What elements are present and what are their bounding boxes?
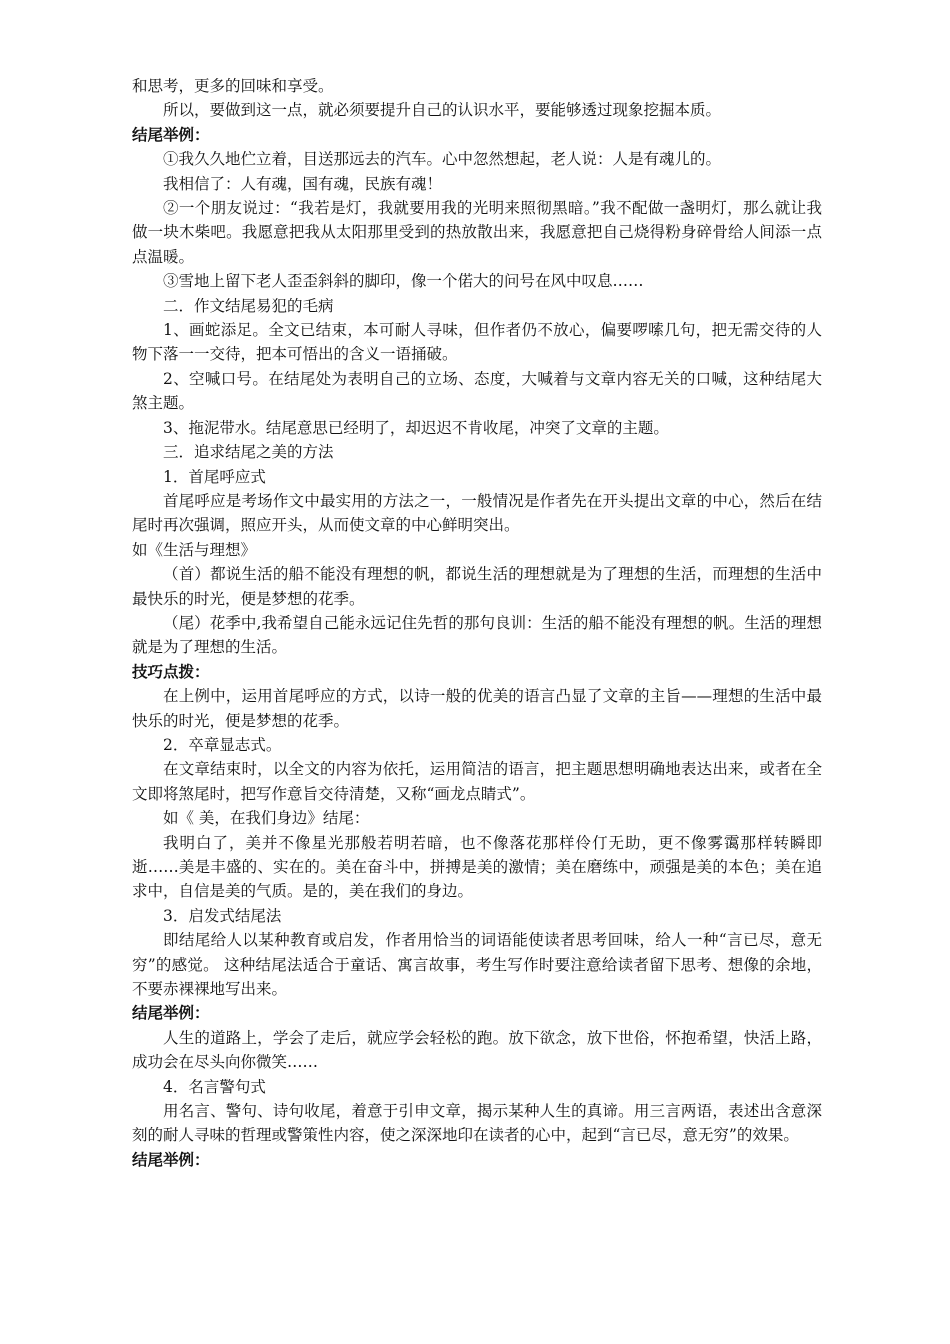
section-heading: 结尾举例： bbox=[132, 1150, 210, 1169]
paragraph: 所以，要做到这一点，就必须要提升自己的认识水平，要能够透过现象挖掘本质。 bbox=[163, 101, 722, 120]
paragraph: 我相信了：人有魂，国有魂，民族有魂！ bbox=[163, 174, 443, 193]
document-page bbox=[132, 74, 822, 1172]
paragraph: 3．启发式结尾法 bbox=[163, 906, 282, 925]
paragraph: 和思考，更多的回味和享受。 bbox=[132, 77, 334, 95]
paragraph: ①我久久地伫立着，目送那远去的汽车。心中忽然想起，老人说：人是有魂儿的。 bbox=[163, 150, 722, 169]
paragraph: 在上例中，运用首尾呼应的方式，以诗一般的优美的语言凸显了文章的主旨——理想的生活中最快乐的时光，便是梦想的花季。 bbox=[132, 687, 822, 730]
paragraph: 用名言、警句、诗句收尾，着意于引申文章，揭示某种人生的真谛。用三言两语，表述出含意深刻的耐人寻味的哲理或警策性内容，使之深深地印在读者的心中，起到“言已尽，意无穷”的效果。 bbox=[132, 1102, 822, 1145]
paragraph: 1、画蛇添足。全文已结束，本可耐人寻味，但作者仍不放心，偏要啰嗦几句，把无需交待的人物下落一一交待，把本可悟出的含义一语捅破。 bbox=[132, 321, 822, 364]
section-heading: 结尾举例： bbox=[132, 125, 210, 144]
paragraph: 即结尾给人以某种教育或启发，作者用恰当的词语能使读者思考回味，给人一种“言已尽，意无穷”的感觉。 这种结尾法适合于童话、寓言故事，考生写作时要注意给读者留下思考、想像的余地，不要赤裸裸地写出来。 bbox=[132, 931, 822, 999]
paragraph: 在文章结束时，以全文的内容为依托，运用简洁的语言，把主题思想明确地表达出来，或者在全文即将煞尾时，把写作意旨交待清楚，又称“画龙点睛式”。 bbox=[132, 760, 822, 803]
paragraph: ②一个朋友说过：“我若是灯，我就要用我的光明来照彻黑暗。”我不配做一盏明灯，那么就让我做一块木柴吧。我愿意把我从太阳那里受到的热放散出来，我愿意把自己烧得粉身碎骨给人间添一点点温暖。 bbox=[132, 199, 822, 266]
paragraph: 1．首尾呼应式 bbox=[163, 467, 266, 486]
paragraph: 2、空喊口号。在结尾处为表明自己的立场、态度，大喊着与文章内容无关的口喊，这种结尾大煞主题。 bbox=[132, 369, 822, 413]
paragraph: 如《 美，在我们身边》结尾： bbox=[163, 809, 370, 828]
paragraph: 人生的道路上，学会了走后，就应学会轻松的跑。放下欲念，放下世俗，怀抱希望，快活上路，成功会在尽头向你微笑…… bbox=[132, 1028, 822, 1072]
paragraph: （首）都说生活的船不能没有理想的帆，都说生活的理想就是为了理想的生活，而理想的生活中最快乐的时光，便是梦想的花季。 bbox=[132, 565, 822, 608]
paragraph: ③雪地上留下老人歪歪斜斜的脚印，像一个偌大的问号在风中叹息…… bbox=[163, 272, 644, 291]
paragraph: 4．名言警句式 bbox=[163, 1077, 266, 1096]
paragraph: 2．卒章显志式。 bbox=[163, 735, 282, 754]
paragraph: 我明白了，美并不像星光那般若明若暗，也不像落花那样伶仃无助，更不像雾霭那样转瞬即逝……美是丰盛的、实在的。美在奋斗中，拼搏是美的激情；美在磨练中，顽强是美的本色；美在追求中，自信是美的气质。是的，美在我们的身边。 bbox=[132, 833, 822, 901]
paragraph: 首尾呼应是考场作文中最实用的方法之一，一般情况是作者先在开头提出文章的中心，然后在结尾时再次强调，照应开头，从而使文章的中心鲜明突出。 bbox=[132, 491, 822, 535]
paragraph: 三．追求结尾之美的方法 bbox=[163, 443, 334, 462]
section-heading: 结尾举例： bbox=[132, 1004, 210, 1023]
paragraph: （尾）花季中,我希望自己能永远记住先哲的那句良训：生活的船不能没有理想的帆。生活的理想就是为了理想的生活。 bbox=[132, 613, 822, 657]
paragraph: 3、拖泥带水。结尾意思已经明了，却迟迟不肯收尾，冲突了文章的主题。 bbox=[163, 418, 669, 437]
paragraph: 如《生活与理想》 bbox=[132, 540, 257, 559]
paragraph: 二．作文结尾易犯的毛病 bbox=[163, 296, 334, 315]
section-heading: 技巧点拨： bbox=[132, 662, 210, 681]
